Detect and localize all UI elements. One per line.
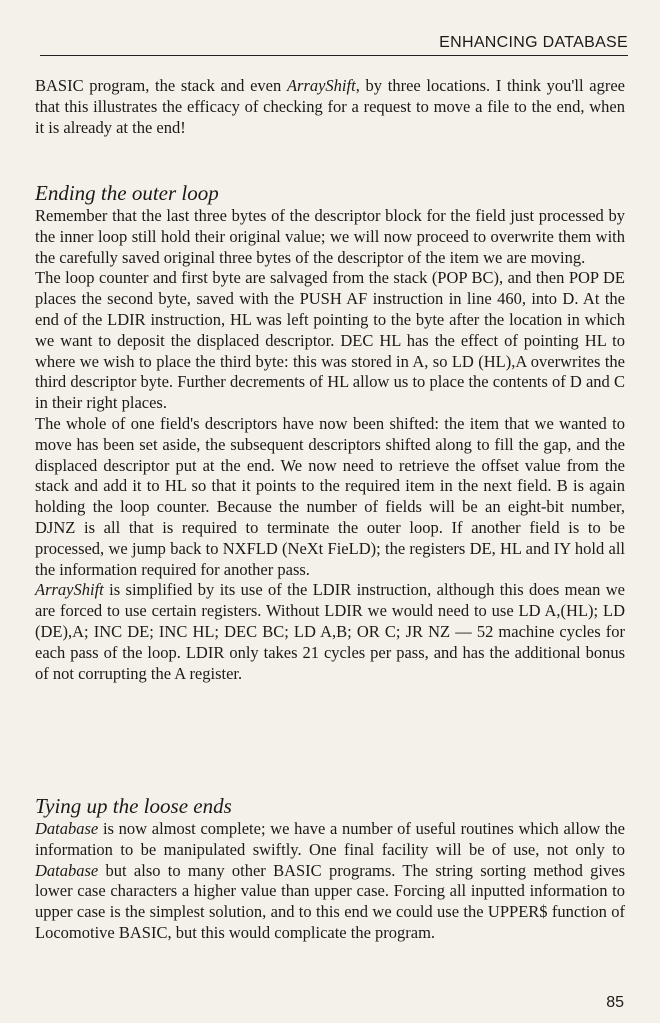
- outer-loop-paragraph-1: Remember that the last three bytes of the descriptor block for the field just processed by the inner loop still hold their original value; we will now proceed to overwrite them with the carefully saved original three bytes of the descriptor of the item we are moving.: [35, 206, 625, 267]
- section-heading-outer-loop: Ending the outer loop: [35, 181, 219, 205]
- database-term-2: Database: [35, 860, 99, 880]
- intro-paragraph: [35, 76, 625, 138]
- section-tying-loose-ends: [35, 794, 625, 944]
- intro-text-rest: , by three locations. I think you'll agree that this illustrates the efficacy of checking for a request to move a file to the end, when it is already at the end!: [35, 76, 625, 137]
- outer-loop-paragraph-3: The whole of one field's descriptors have now been shifted: the item that we wanted to move has been set aside, the subsequent descriptors shifted along to fill the gap, and the displaced descriptor put at the end. We now need to retrieve the offset value from the stack and add it to HL so that it points to the required item in the next field. B is again holding the loop counter. Because the number of fields will be an eight-bit number, DJNZ is all that is required to terminate the outer loop. If another field is to be processed, we jump back to NXFLD (NeXt FieLD); the registers DE, HL and IY hold all the information required for another pass.: [35, 413, 625, 579]
- page-number: 85: [606, 994, 624, 1011]
- intro-text: [35, 76, 625, 138]
- outer-loop-paragraph-4: [35, 580, 625, 684]
- intro-text-start: BASIC program, the stack and even: [35, 76, 287, 95]
- section-heading-loose-ends: Tying up the loose ends: [35, 794, 232, 818]
- arrayshift-term: ArrayShift: [35, 580, 104, 600]
- loose-ends-paragraph-1: [35, 819, 625, 944]
- running-head: [40, 33, 628, 56]
- outer-loop-paragraph-2: The loop counter and first byte are salvaged from the stack (POP BC), and then POP DE places the second byte, saved with the PUSH AF instruction in line 460, into D. At the end of the LDIR instruction, HL was left pointing to the byte after the location in which we want to deposit the displaced descriptor. DEC HL has the effect of pointing HL to where we wish to place the third byte: this was stored in A, so LD (HL),A overwrites the third descriptor byte. Further decrements of HL allow us to place the contents of D and C in their right places.: [35, 268, 625, 413]
- outer-loop-paragraph-4-text: is simplified by its use of the LDIR instruction, although this does mean we are forced to use certain registers. Without LDIR we would need to use LD A,(HL); LD (DE),A; INC DE; INC HL; DEC BC; LD A,B; OR C; JR NZ — 52 machine cycles for each pass of the loop. LDIR only takes 21 cycles per pass, and has the additional bonus of not corrupting the A register.: [35, 580, 625, 683]
- section-ending-outer-loop: [35, 181, 625, 684]
- loose-ends-text-b: but also to many other BASIC programs. The string sorting method gives lower case characters a higher value than upper case. Forcing all inputted information to upper case is the simplest solution, and to this end we could use the UPPER$ function of Locomotive BASIC, but this would complicate the program.: [35, 860, 625, 942]
- intro-arrayshift-term: ArrayShift: [286, 76, 356, 95]
- database-term-1: Database: [35, 819, 99, 838]
- loose-ends-text-a: is now almost complete; we have a number of useful routines which allow the information to be manipulated swiftly. One final facility will be of use, not only to: [35, 819, 625, 859]
- running-head-title: ENHANCING DATABASE: [439, 34, 628, 51]
